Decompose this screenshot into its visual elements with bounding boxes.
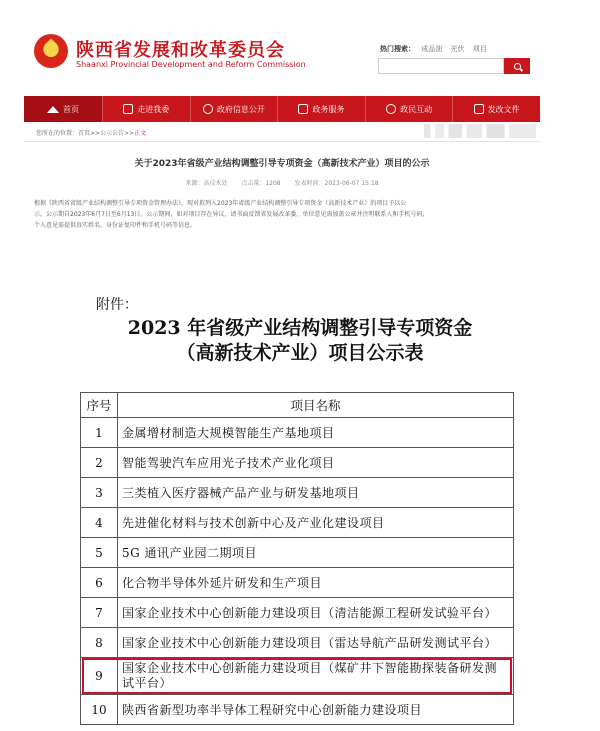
breadcrumb-item[interactable]: 首页 [78, 130, 91, 137]
row-number: 2 [81, 448, 118, 478]
table-header-row [81, 393, 514, 418]
project-name: 金属增材制造大规模智能生产基地项目 [118, 418, 514, 448]
nav-item-info-disclosure[interactable] [190, 96, 278, 122]
breadcrumb-separator: >> [124, 130, 135, 137]
table-row [81, 628, 514, 658]
row-number: 5 [81, 538, 118, 568]
row-number: 10 [81, 695, 118, 725]
row-number: 9 [81, 658, 118, 695]
attachment-title-line: 2023 年省级产业结构调整引导专项资金 [127, 317, 473, 339]
column-header-no: 序号 [81, 393, 118, 418]
nav-item-interaction[interactable] [365, 96, 453, 122]
row-number: 8 [81, 628, 118, 658]
column-header-name: 项目名称 [118, 393, 514, 418]
nav-item-label: 政民互动 [400, 104, 433, 114]
row-number: 7 [81, 598, 118, 628]
project-name: 三类植入医疗器械产品产业与研发基地项目 [118, 478, 514, 508]
article-meta [24, 178, 540, 187]
breadcrumb-current: 正文 [134, 130, 147, 137]
nav-item-label: 走进我委 [137, 104, 170, 114]
nav-item-about[interactable] [102, 96, 190, 122]
nav-item-label: 政府信息公开 [216, 104, 265, 114]
nav-item-home[interactable] [24, 96, 102, 122]
attachment-title-line: （高新技术产业）项目公示表 [176, 342, 424, 364]
breadcrumb-separator: >> [90, 130, 101, 137]
table-row [81, 448, 514, 478]
article-title: 关于2023年省级产业结构调整引导专项资金（高新技术产业）项目的公示 [134, 159, 430, 169]
skyline-decoration [424, 124, 536, 138]
project-name: 陕西省新型功率半导体工程研究中心创新能力建设项目 [118, 695, 514, 725]
search-input[interactable] [378, 58, 504, 74]
project-name: 先进催化材料与技术创新中心及产业化建设项目 [118, 508, 514, 538]
intro-line: 根据《陕西省省级产业结构调整引导专项资金管理办法》，现对拟列入2023年省级产业结构调整引导专项资金（高新技术产业）的项目予以公 [34, 200, 407, 207]
broadcast-icon [203, 104, 213, 114]
row-number: 4 [81, 508, 118, 538]
hot-search-keyword[interactable]: 成品油 [421, 45, 443, 53]
intro-line: 个人意见需提供真实姓名、身份证复印件和手机号码等信息。 [34, 222, 197, 229]
row-number: 6 [81, 568, 118, 598]
nav-item-label: 首页 [62, 104, 79, 114]
nav-item-documents[interactable] [452, 96, 540, 122]
row-number: 1 [81, 418, 118, 448]
hot-search-keyword[interactable]: 项目 [472, 45, 487, 53]
building-icon [123, 104, 133, 114]
article-intro [34, 198, 530, 231]
project-name: 化合物半导体外延片研发和生产项目 [118, 568, 514, 598]
hot-search [380, 44, 493, 54]
project-name: 国家企业技术中心创新能力建设项目（雷达导航产品研发测试平台） [118, 628, 514, 658]
search-button[interactable] [504, 58, 530, 74]
file-icon [474, 104, 484, 114]
table-row-highlighted [81, 658, 514, 695]
hot-search-keyword[interactable]: 光伏 [450, 45, 465, 53]
project-name: 5G 通讯产业园二期项目 [118, 538, 514, 568]
site-subtitle: Shaanxi Provincial Development and Reform Commission [76, 60, 306, 69]
website-page [24, 20, 540, 242]
search-icon [514, 63, 521, 70]
site-title[interactable]: 陕西省发展和改革委员会 [76, 40, 285, 61]
breadcrumb [36, 128, 146, 137]
project-name: 国家企业技术中心创新能力建设项目（煤矿井下智能勘探装备研发测试平台） [118, 658, 514, 695]
project-name: 国家企业技术中心创新能力建设项目（清洁能源工程研发试验平台） [118, 598, 514, 628]
intro-line: 示。公示期自2023年6月7日至6月13日。公示期间，如对项目存在异议，请书面反馈省发展改革委。单位意见需加盖公章并注明联系人和手机号码， [34, 211, 429, 218]
article-clicks: 点击量：1208 [241, 180, 281, 187]
table-row [81, 478, 514, 508]
article-date: 发表时间：2023-06-07 15:18 [294, 180, 379, 187]
breadcrumb-prefix: 您所在的位置： [36, 130, 79, 137]
home-icon [47, 106, 59, 113]
national-emblem-icon [34, 34, 68, 68]
project-name: 智能驾驶汽车应用光子技术产业化项目 [118, 448, 514, 478]
hot-search-label: 热门搜索： [380, 45, 415, 53]
row-number: 3 [81, 478, 118, 508]
attachment-title [80, 316, 520, 366]
article-source: 来源：高技术处 [185, 180, 228, 187]
divider [24, 141, 540, 142]
table-row [81, 538, 514, 568]
table-row [81, 695, 514, 725]
chat-icon [386, 104, 396, 114]
main-nav [24, 96, 540, 122]
breadcrumb-item[interactable]: 公示公告 [100, 130, 125, 137]
nav-item-label: 发改文件 [487, 104, 520, 114]
nav-item-services[interactable] [277, 96, 365, 122]
nav-item-label: 政务服务 [312, 104, 345, 114]
site-header [24, 20, 540, 90]
attachment-label: 附件： [96, 297, 138, 313]
table-row [81, 568, 514, 598]
project-table [80, 392, 514, 725]
table-row [81, 598, 514, 628]
hall-icon [298, 104, 308, 114]
table-row [81, 418, 514, 448]
table-row [81, 508, 514, 538]
